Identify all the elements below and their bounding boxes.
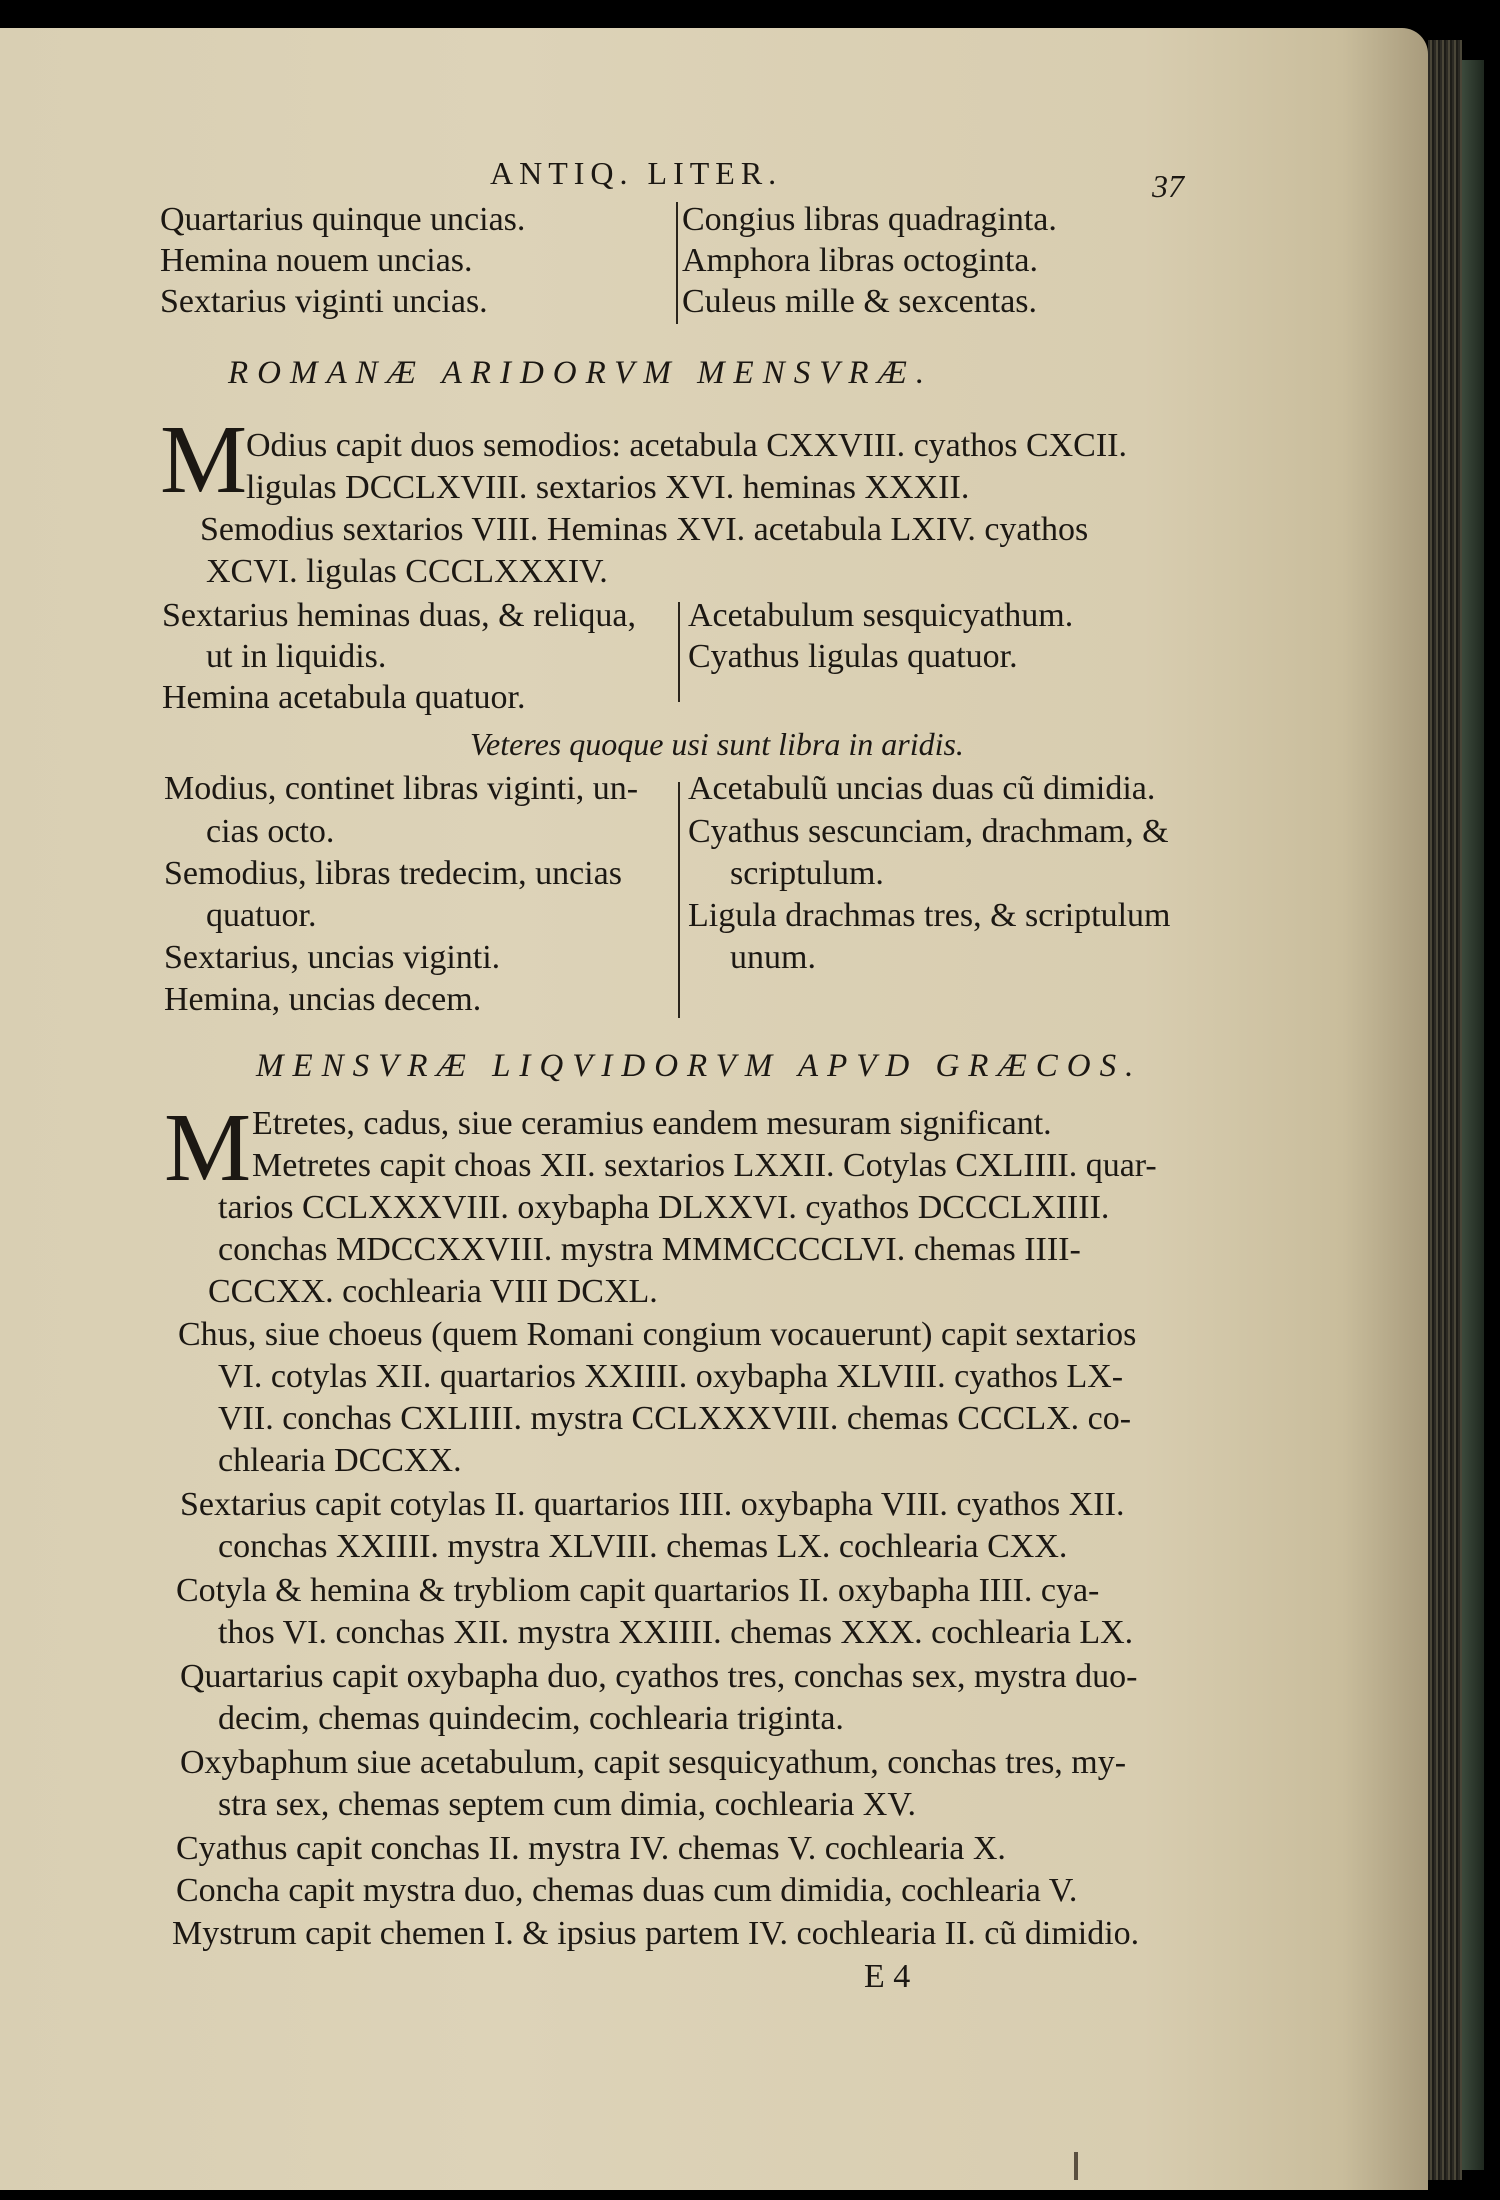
book-cover-edge	[1462, 60, 1484, 2170]
text-line: Cyathus capit conchas II. mystra IV. chemas V. cochlearia X.	[176, 1830, 1006, 1867]
running-head: ANTIQ. LITER.	[490, 155, 783, 191]
text-line: Semodius sextarios VIII. Heminas XVI. acetabula LXIV. cyathos	[200, 511, 1089, 548]
text-line: quatuor.	[206, 897, 317, 934]
text-line: Modius, continet libras viginti, un-	[164, 770, 639, 807]
book-edge	[1428, 40, 1462, 2180]
column-rule	[676, 202, 678, 324]
drop-cap: M	[160, 406, 248, 514]
text-line: Semodius, libras tredecim, uncias	[164, 855, 622, 892]
text-line: decim, chemas quindecim, cochlearia triginta.	[218, 1700, 844, 1737]
text-line: Cyathus sescunciam, drachmam, &	[688, 813, 1169, 850]
text-line: Culeus mille & sexcentas.	[682, 283, 1038, 320]
text-line: Quartarius capit oxybapha duo, cyathos tres, conchas sex, mystra duo-	[180, 1658, 1138, 1695]
text-line: Acetabulum sesquicyathum.	[688, 597, 1074, 634]
text-line: Sextarius heminas duas, & reliqua,	[162, 597, 637, 634]
text-line: Hemina nouem uncias.	[160, 242, 473, 279]
text-line: Etretes, cadus, siue ceramius eandem mesuram significant.	[252, 1105, 1052, 1142]
signature-mark: E 4	[864, 1958, 911, 1995]
text-line: Hemina acetabula quatuor.	[162, 679, 526, 716]
section-heading: MENSVRÆ LIQVIDORVM APVD GRÆCOS.	[256, 1048, 1143, 1084]
text-line: Mystrum capit chemen I. & ipsius partem IV. cochlearia II. cũ dimidio.	[172, 1915, 1140, 1952]
text-line: conchas MDCCXXVIII. mystra MMMCCCCLVI. chemas IIII-	[218, 1231, 1081, 1268]
text-line: CCCXX. cochlearia VIII DCXL.	[208, 1273, 658, 1310]
text-line: Cotyla & hemina & trybliom capit quartarios II. oxybapha IIII. cya-	[176, 1572, 1100, 1609]
text-line: VI. cotylas XII. quartarios XXIIII. oxybapha XLVIII. cyathos LX-	[218, 1358, 1124, 1395]
text-line: Amphora libras octoginta.	[682, 242, 1038, 279]
text-line: stra sex, chemas septem cum dimia, cochlearia XV.	[218, 1786, 917, 1823]
text-line: Sextarius viginti uncias.	[160, 283, 488, 320]
text-line: scriptulum.	[730, 855, 884, 892]
text-line: VII. conchas CXLIIII. mystra CCLXXXVIII. chemas CCCLX. co-	[218, 1400, 1132, 1437]
ink-mark	[1074, 2152, 1078, 2180]
text-line: Quartarius quinque uncias.	[160, 201, 526, 238]
text-line: Hemina, uncias decem.	[164, 981, 482, 1018]
text-line: Acetabulũ uncias duas cũ dimidia.	[688, 770, 1156, 807]
text-line: unum.	[730, 939, 816, 976]
column-rule	[678, 782, 680, 1018]
text-line: ut in liquidis.	[206, 638, 387, 675]
text-line: Sextarius capit cotylas II. quartarios IIII. oxybapha VIII. cyathos XII.	[180, 1486, 1125, 1523]
text-line: tarios CCLXXXVIII. oxybapha DLXXVI. cyathos DCCCLXIIII.	[218, 1189, 1110, 1226]
text-line: Sextarius, uncias viginti.	[164, 939, 501, 976]
text-line: Chus, siue choeus (quem Romani congium vocauerunt) capit sextarios	[178, 1316, 1137, 1353]
text-line: Congius libras quadraginta.	[682, 201, 1057, 238]
text-line: Cyathus ligulas quatuor.	[688, 638, 1018, 675]
subheading: Veteres quoque usi sunt libra in aridis.	[470, 726, 964, 762]
text-line: Odius capit duos semodios: acetabula CXXVIII. cyathos CXCII.	[246, 427, 1127, 464]
text-line: ligulas DCCLXVIII. sextarios XVI. heminas XXXII.	[246, 469, 970, 506]
text-line: conchas XXIIII. mystra XLVIII. chemas LX. cochlearia CXX.	[218, 1528, 1068, 1565]
text-line: Oxybaphum siue acetabulum, capit sesquicyathum, conchas tres, my-	[180, 1744, 1127, 1781]
text-line: Metretes capit choas XII. sextarios LXXII. Cotylas CXLIIII. quar-	[252, 1147, 1157, 1184]
text-line: cias octo.	[206, 813, 335, 850]
text-line: XCVI. ligulas CCCLXXXIV.	[206, 553, 608, 590]
page-number: 37	[1152, 168, 1184, 204]
column-rule	[678, 602, 680, 702]
section-heading: ROMANÆ ARIDORVM MENSVRÆ.	[228, 355, 934, 391]
text-line: chlearia DCCXX.	[218, 1442, 462, 1479]
text-line: thos VI. conchas XII. mystra XXIIII. chemas XXX. cochlearia LX.	[218, 1614, 1134, 1651]
drop-cap: M	[164, 1094, 252, 1202]
text-line: Concha capit mystra duo, chemas duas cum dimidia, cochlearia V.	[176, 1872, 1078, 1909]
text-line: Ligula drachmas tres, & scriptulum	[688, 897, 1171, 934]
